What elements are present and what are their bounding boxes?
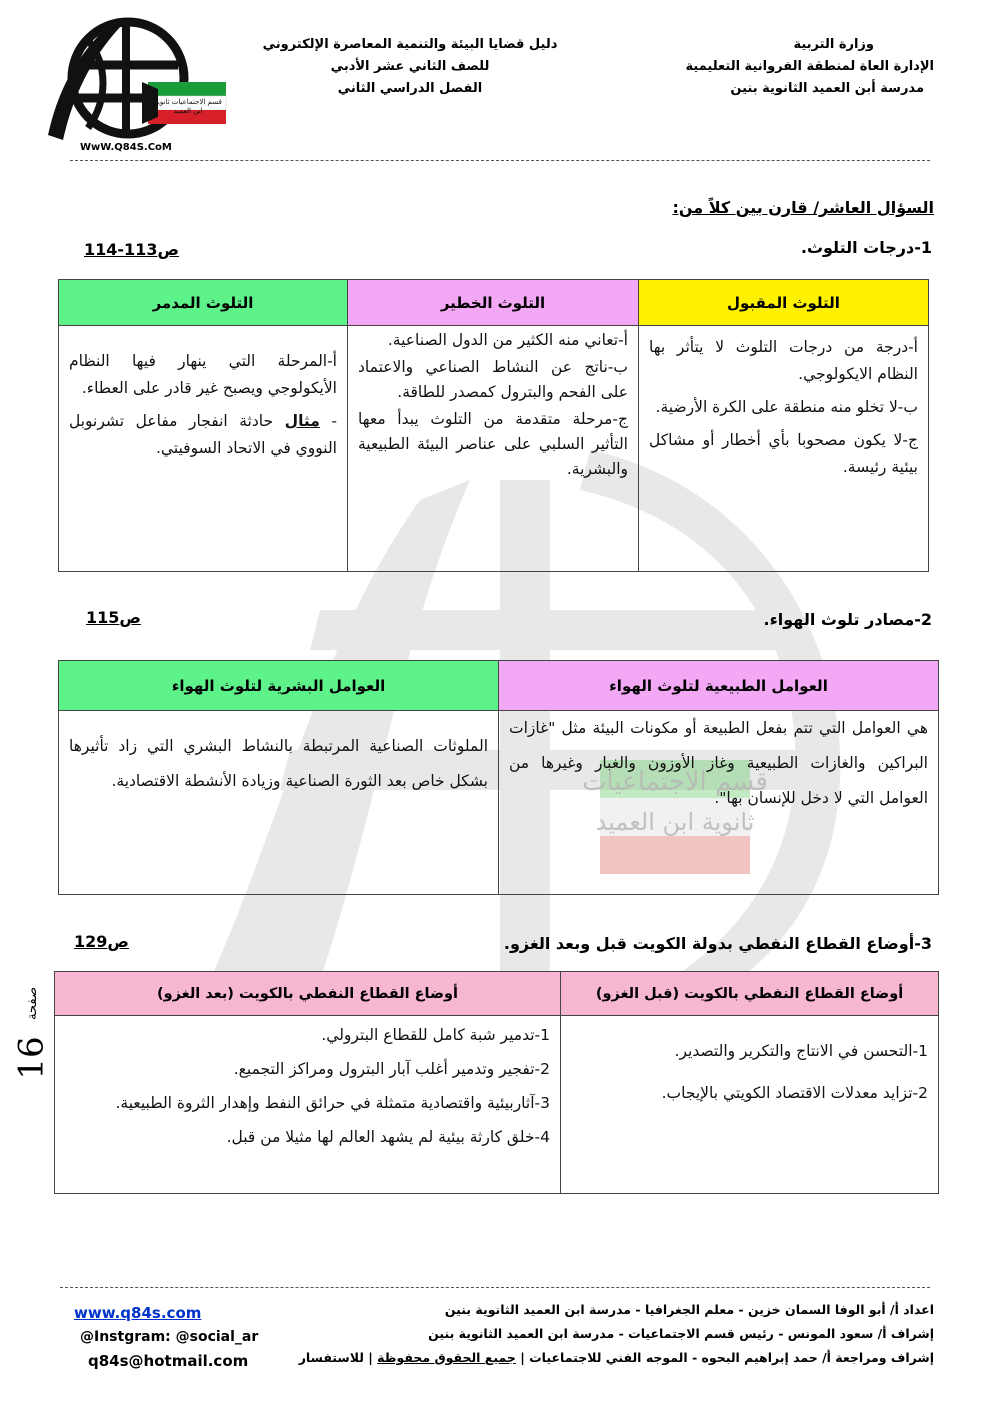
footer-divider (60, 1287, 930, 1288)
page-number: 16 (11, 1036, 52, 1080)
dangerous-item: ج-مرحلة متقدمة من التلوث يبدأ معها التأثير السلبي على عناصر البيئة الطبيعية والبشرية. (358, 410, 628, 478)
col-dangerous-body (348, 326, 639, 572)
destructive-example (69, 408, 337, 462)
col-after-invasion-body (55, 1016, 561, 1194)
section-3-page-ref: ص129 (74, 932, 129, 951)
watermark-line-2: ثانوية ابن العميد (595, 808, 755, 836)
section-2-table (58, 660, 939, 895)
dangerous-item: أ-تعاني منه الكثير من الدول الصناعية. (387, 331, 628, 349)
acceptable-item: أ-درجة من درجات التلوث لا يتأثر بها النظام الايكولوجي. (649, 338, 918, 383)
logo (38, 10, 238, 160)
col-destructive-header: التلوث المدمر (59, 280, 348, 326)
col-acceptable-header: التلوث المقبول (639, 280, 929, 326)
col-natural-factors-body (499, 711, 939, 895)
dangerous-item: ب-ناتج عن النشاط الصناعي والاعتماد على الفحم والبترول كمصدر للطاقة. (358, 358, 628, 401)
rights-reserved: جميع الحقوق محفوظة (377, 1350, 516, 1365)
reviewed-by (294, 1346, 934, 1370)
col-acceptable-body (639, 326, 929, 572)
after-invasion-item: 4-خلق كارثة بيئية لم يشهد العالم لها مثيلا من قبل. (226, 1128, 550, 1146)
col-dangerous-header: التلوث الخطير (348, 280, 639, 326)
logo-url: WwW.Q84S.CoM (80, 142, 172, 153)
section-2-page-ref: ص115 (86, 608, 141, 627)
ministry-name: وزارة التربية (793, 37, 874, 52)
supervised-by: إشراف أ/ سعود المونس - رئيس قسم الاجتماعيات - مدرسة ابن العميد الثانوية بنين (428, 1326, 934, 1341)
instagram-handle[interactable]: @Instgram: @social_ar (80, 1329, 259, 1345)
before-invasion-item: 1-التحسن في الانتاج والتكرير والتصدير. (674, 1042, 928, 1060)
inquiry-text: | للاستفسار (298, 1350, 373, 1365)
section-1-table (58, 279, 929, 572)
section-1-page-ref: ص113-114 (84, 240, 179, 259)
after-invasion-item: 1-تدمير شبة كامل للقطاع البترولي. (321, 1026, 550, 1044)
acceptable-item: ج-لا يكون مصحوبا بأي أخطار أو مشاكل بيئية رئيسة. (649, 431, 918, 476)
watermark-line-1: قسم الاجتماعيات (582, 767, 768, 797)
section-3-title: 3-أوضاع القطاع النفطي بدولة الكويت قبل وبعد الغزو. (503, 934, 932, 953)
before-invasion-item: 2-تزايد معدلات الاقتصاد الكويتي بالإيجاب. (661, 1084, 928, 1102)
natural-factors-text: هي العوامل التي تتم بفعل الطبيعة أو مكونات البيئة مثل "غازات البراكين والغازات الطبيعية وغاز الأوزون والغبار وغيرها من العوامل التي لا دخل للإنسان بها". (509, 719, 928, 807)
human-factors-text: الملوثات الصناعية المرتبطة بالنشاط البشري التي زاد تأثيرها بشكل خاص بعد الثورة الصناعية وزيادة الأنشطة الاقتصادية. (69, 737, 488, 790)
col-human-factors-body (59, 711, 499, 895)
logo-caption: قسم الاجتماعيات ثانوية ابن العميد (154, 98, 222, 115)
header-ministry (604, 34, 934, 100)
destructive-item: أ-المرحلة التي ينهار فيها النظام الأيكولوجي ويصبح غير قادر على العطاء. (69, 352, 337, 397)
example-dash: - (319, 412, 337, 430)
header-divider (70, 160, 930, 161)
example-label: مثال (284, 412, 320, 430)
header-guide (230, 34, 590, 100)
col-after-invasion-header: أوضاع القطاع النفطي بالكويت (بعد الغزو) (55, 972, 561, 1016)
reviewer-text: إشراف ومراجعة أ/ حمد إبراهيم البحوه - الموجه الفني للاجتماعيات | (520, 1350, 934, 1365)
col-before-invasion-header: أوضاع القطاع النفطي بالكويت (قبل الغزو) (561, 972, 939, 1016)
grade-label: للصف الثاني عشر الأدبي (330, 59, 490, 74)
guide-title: دليل قضايا البيئة والتنمية المعاصرة الإلكتروني (262, 37, 558, 52)
school-name: مدرسة أبن العميد الثانوية بنين (730, 81, 924, 96)
col-destructive-body (59, 326, 348, 572)
footer-contacts (74, 1301, 258, 1373)
example-text: حادثة انفجار مفاعل تشرنوبل النووي في الاتحاد السوفيتي. (69, 412, 337, 457)
after-invasion-item: 3-آثاربيئية واقتصادية متمثلة في حرائق النفط وإهدار الثروة الطبيعية. (115, 1094, 550, 1112)
col-natural-factors-header: العوامل الطبيعية لتلوث الهواء (499, 661, 939, 711)
website-link[interactable]: www.q84s.com (74, 1304, 202, 1322)
section-1-title: 1-درجات التلوث. (800, 238, 932, 257)
globe-logo-icon (38, 10, 238, 160)
acceptable-item: ب-لا تخلو منه منطقة على الكرة الأرضية. (655, 398, 918, 416)
page-label: صفحة (24, 987, 40, 1020)
after-invasion-item: 2-تفجير وتدمير أغلب آبار البترول ومراكز التجميع. (233, 1060, 550, 1078)
question-title: السؤال العاشر/ قارن بين كلاً من: (672, 198, 934, 217)
semester-label: الفصل الدراسي الثاني (337, 81, 483, 96)
district-name: الإدارة العاة لمنطقة الفروانية التعليمية (685, 59, 934, 74)
email-address[interactable]: q84s@hotmail.com (88, 1352, 249, 1370)
col-before-invasion-body (561, 1016, 939, 1194)
section-2-title: 2-مصادر تلوث الهواء. (763, 610, 932, 629)
prepared-by: اعداد أ/ أبو الوفا السمان خزين - معلم الجغرافيا - مدرسة ابن العميد الثانوية بنين (444, 1302, 934, 1317)
footer-credits (294, 1298, 934, 1370)
section-3-table (54, 971, 939, 1194)
col-human-factors-header: العوامل البشرية لتلوث الهواء (59, 661, 499, 711)
